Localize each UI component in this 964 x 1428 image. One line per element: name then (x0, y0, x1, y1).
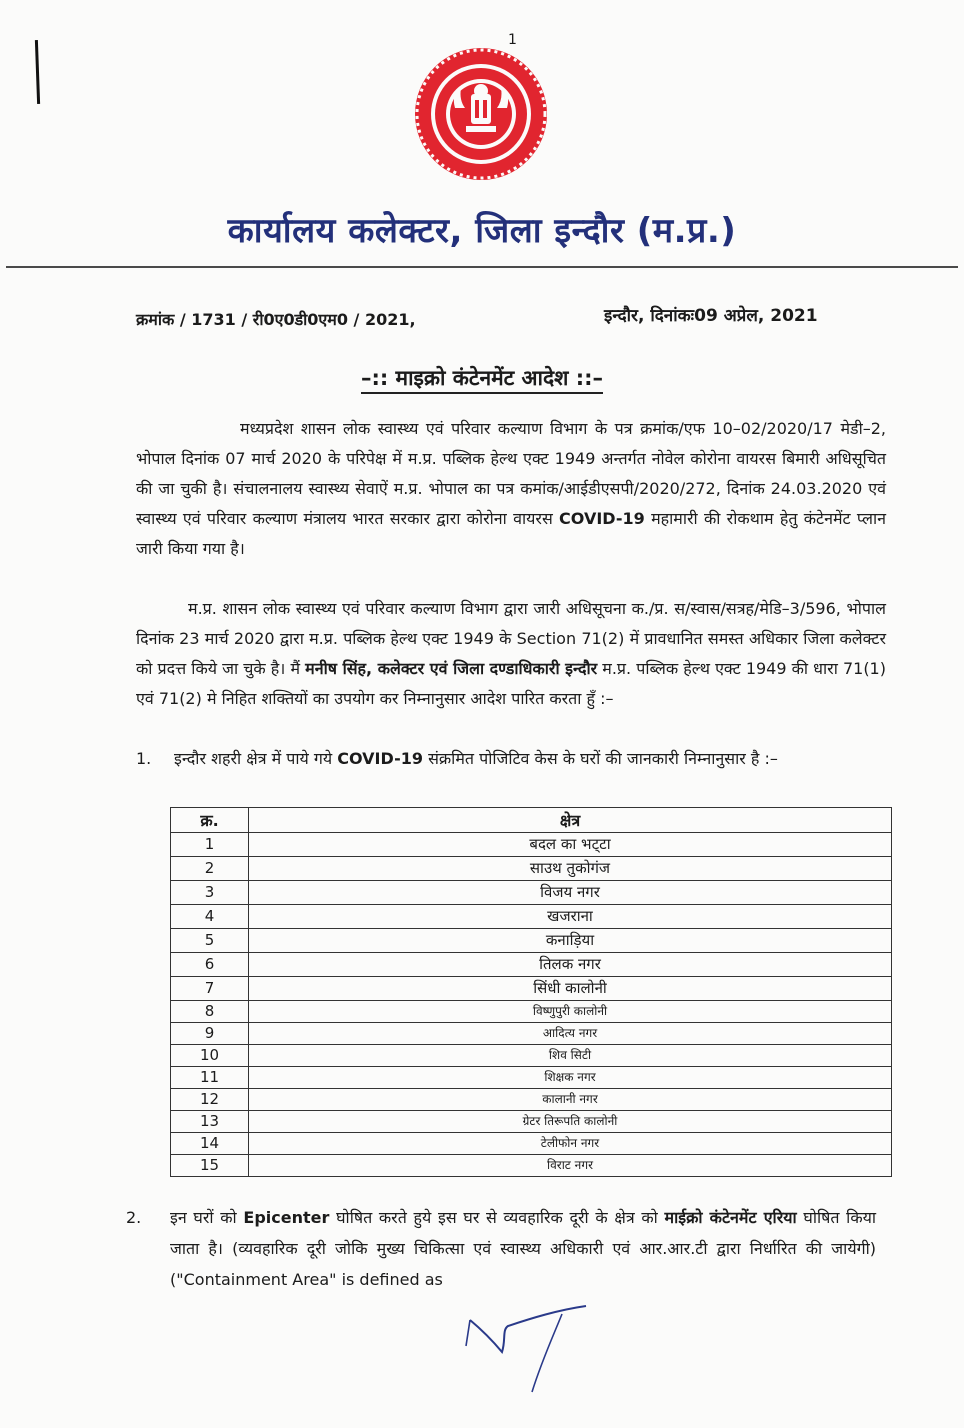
column-header-area: क्षेत्र (249, 808, 892, 833)
serial-number-cell: 9 (171, 1023, 249, 1045)
table-row (171, 1023, 892, 1045)
area-name-cell: तिलक नगर (249, 953, 892, 977)
signature-mark (462, 1300, 592, 1400)
area-name-cell: कालानी नगर (249, 1089, 892, 1111)
serial-number-cell: 8 (171, 1001, 249, 1023)
paragraph-1-end: महामारी की रोकथाम हेतु कंटेनमेंट प्लान जारी किया गया है। (136, 509, 886, 558)
serial-number-cell: 4 (171, 905, 249, 929)
table-row (171, 833, 892, 857)
table-row (171, 977, 892, 1001)
item-2-t1: इन घरों को (170, 1208, 237, 1227)
serial-number-cell: 6 (171, 953, 249, 977)
area-name-cell: शिक्षक नगर (249, 1067, 892, 1089)
serial-number-cell: 1 (171, 833, 249, 857)
serial-number-cell: 13 (171, 1111, 249, 1133)
area-name-cell: टेलीफोन नगर (249, 1133, 892, 1155)
item-2-number: 2. (126, 1208, 142, 1227)
date-line: इन्दौर, दिनांकः09 अप्रेल, 2021 (604, 306, 818, 326)
table-row (171, 1089, 892, 1111)
table-row (171, 1133, 892, 1155)
area-name-cell: विराट नगर (249, 1155, 892, 1177)
table-row (171, 929, 892, 953)
page-number: 1 (508, 32, 517, 48)
reference-number: क्रमांक / 1731 / री0ए0डी0एम0 / 2021, (136, 310, 416, 329)
paragraph-2 (136, 594, 886, 714)
paragraph-2-text: म.प्र. शासन लोक स्वास्थ्य एवं परिवार कल्याण विभाग द्वारा जारी अधिसूचना क./प्र. स/स्वास/सत्रह/मेडि–3/596, भोपाल दिनांक 23 मार्च 2020 द्वारा म.प्र. पब्लिक हेल्थ एक्ट 1949 के Section 71(2) में प्रावधानित समस्त अधिकार जिला कलेक्टर को प्रदत्त किये जा चुके है। मैं (136, 599, 886, 678)
item-2-text (170, 1202, 876, 1295)
paragraph-1-bold: COVID-19 (559, 509, 645, 528)
item-1-bold: COVID-19 (337, 749, 423, 768)
paragraph-1 (136, 414, 886, 564)
item-2-t2: घोषित करते हुये इस घर से व्यवहारिक दूरी के क्षेत्र को (336, 1208, 658, 1227)
area-name-cell: विष्णुपुरी कालोनी (249, 1001, 892, 1023)
serial-number-cell: 7 (171, 977, 249, 1001)
order-item-2 (126, 1202, 876, 1295)
area-name-cell: ग्रेटर तिरूपति कालोनी (249, 1111, 892, 1133)
item-2-t3: घोषित किया जाता है। (व्यवहारिक दूरी जोकि मुख्य चिकित्सा एवं स्वास्थ्य अधिकारी एवं आर.आर.टी द्वारा निर्धारित की जायेगी) ("Containment Area" is defined as (170, 1208, 877, 1289)
margin-pen-mark (35, 40, 40, 104)
serial-number-cell: 2 (171, 857, 249, 881)
item-1-end: संक्रमित पोजिटिव केस के घरों की जानकारी निम्नानुसार है :– (428, 749, 778, 768)
item-1-text (174, 744, 886, 774)
paragraph-2-end: म.प्र. पब्लिक हेल्थ एक्ट 1949 की धारा 71(1) एवं 71(2) मे निहित शक्तियों का उपयोग कर निम्नानुसार आदेश पारित करता हुँ :– (136, 659, 886, 708)
serial-number-cell: 5 (171, 929, 249, 953)
item-1-number: 1. (136, 749, 152, 768)
office-title: कार्यालय कलेक्टर, जिला इन्दौर (म.प्र.) (227, 211, 737, 251)
serial-number-cell: 11 (171, 1067, 249, 1089)
serial-number-cell: 3 (171, 881, 249, 905)
area-name-cell: सिंधी कालोनी (249, 977, 892, 1001)
mp-government-seal-icon (411, 44, 551, 184)
containment-areas-table (170, 807, 892, 1177)
serial-number-cell: 10 (171, 1045, 249, 1067)
header-divider (6, 266, 958, 268)
area-name-cell: कनाड़िया (249, 929, 892, 953)
table-row (171, 1045, 892, 1067)
table-row (171, 1155, 892, 1177)
area-name-cell: साउथ तुकोगंज (249, 857, 892, 881)
order-title-text: –:: माइक्रो कंटेनमेंट आदेश ::– (361, 366, 603, 394)
area-name-cell: विजय नगर (249, 881, 892, 905)
table-row (171, 1111, 892, 1133)
table-header-row (171, 808, 892, 833)
table-row (171, 857, 892, 881)
table-row (171, 905, 892, 929)
table-row (171, 1001, 892, 1023)
area-name-cell: खजराना (249, 905, 892, 929)
serial-number-cell: 14 (171, 1133, 249, 1155)
area-name-cell: आदित्य नगर (249, 1023, 892, 1045)
paragraph-1-text: मध्यप्रदेश शासन लोक स्वास्थ्य एवं परिवार कल्याण विभाग के पत्र क्रमांक/एफ 10–02/2020/17 मेडी–2, भोपाल दिनांक 07 मार्च 2020 के परिपेक्ष में म.प्र. पब्लिक हेल्थ एक्ट 1949 अन्तर्गत नोवेल कोरोना वायरस बिमारी अधिसूचित की जा चुकी है। संचालनालय स्वास्थ्य सेवाऐं म.प्र. भोपाल का पत्र कमांक/आईडीएसपी/2020/272, दिनांक 24.03.2020 एवं स्वास्थ्य एवं परिवार कल्याण मंत्रालय भारत सरकार द्वारा कोरोना वायरस (136, 419, 886, 528)
table-row (171, 1067, 892, 1089)
order-item-1 (136, 744, 886, 774)
table-row (171, 881, 892, 905)
item-2-b1: Epicenter (243, 1208, 330, 1227)
item-1-start: इन्दौर शहरी क्षेत्र में पाये गये (174, 749, 333, 768)
column-header-serial: क्र. (171, 808, 249, 833)
table-row (171, 953, 892, 977)
item-2-b2: माईक्रो कंटेनमेंट एरिया (664, 1208, 797, 1227)
area-name-cell: शिव सिटी (249, 1045, 892, 1067)
area-name-cell: बदल का भट्‌टा (249, 833, 892, 857)
serial-number-cell: 15 (171, 1155, 249, 1177)
serial-number-cell: 12 (171, 1089, 249, 1111)
order-title (0, 364, 964, 392)
paragraph-2-bold: मनीष सिंह, कलेक्टर एवं जिला दण्डाधिकारी इन्दौर (305, 659, 598, 678)
